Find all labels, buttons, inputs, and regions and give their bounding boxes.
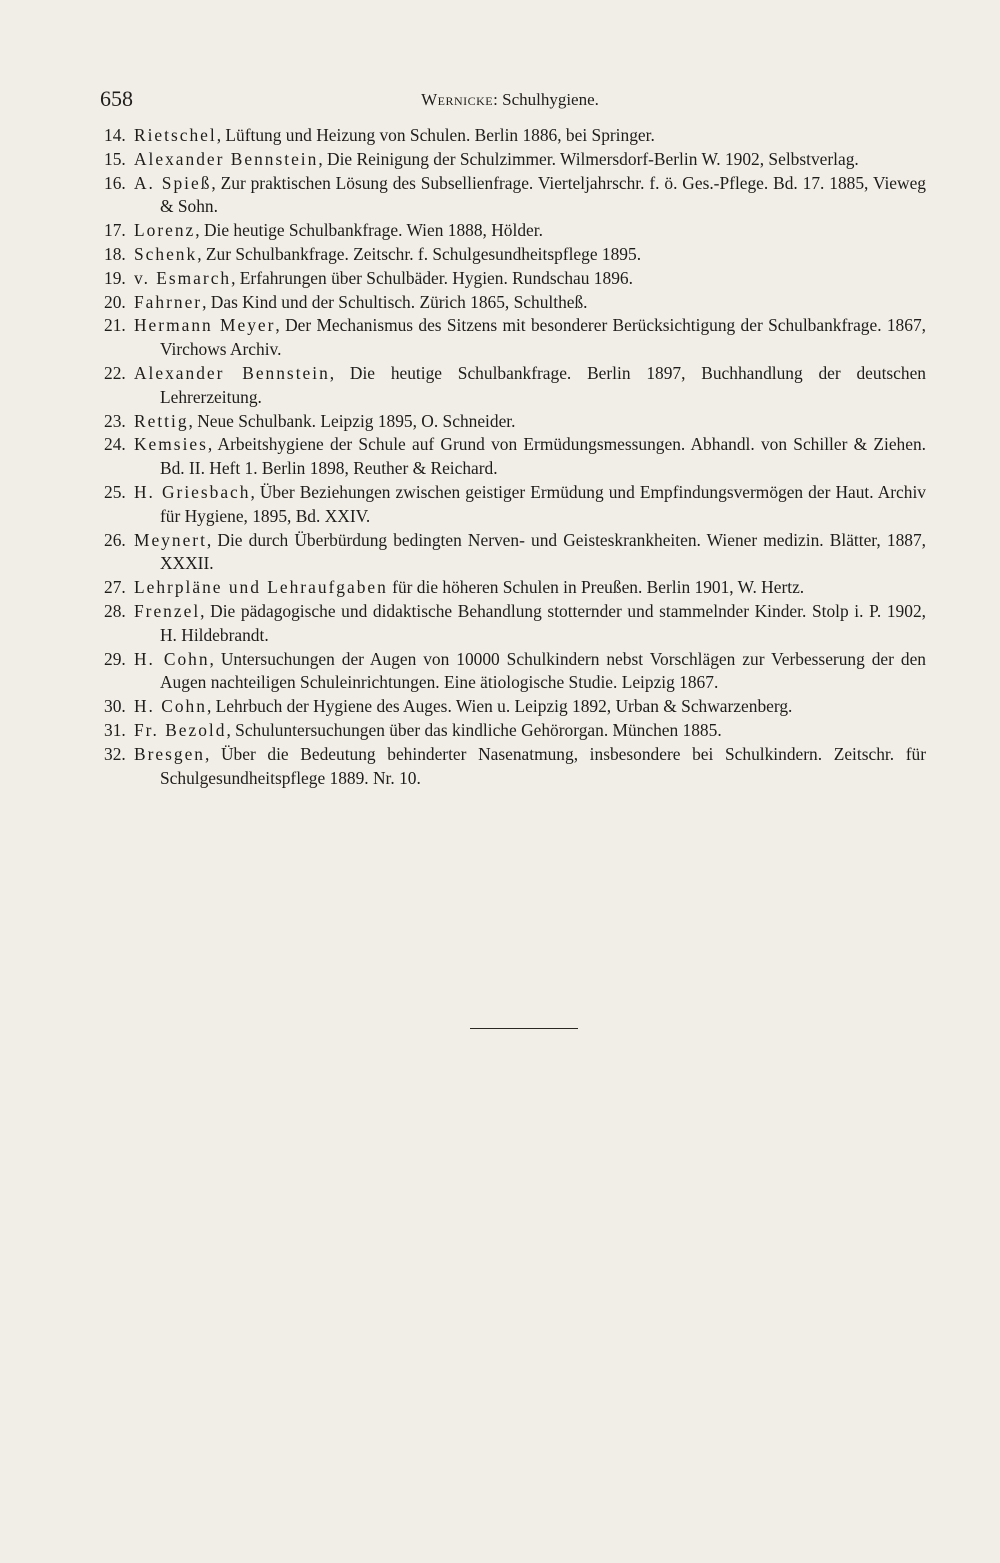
reference-number: 29. [104, 648, 126, 669]
reference-text: , Die durch Überbürdung bedingten Nerven- und Geisteskrankheiten. Wiener medizin. Blätter, 1887, XXXII. [160, 529, 926, 574]
reference-text: , Lehrbuch der Hygiene des Auges. Wien u. Leipzig 1892, Urban & Schwarzenberg. [206, 696, 793, 717]
reference-author: H. Griesbach [134, 481, 251, 502]
reference-text: , Untersuchungen der Augen von 10000 Schulkindern nebst Vorschlägen zur Verbesserung der den Augen nachteiligen Schuleinrichtungen. Eine ätiologische Studie. Leipzig 1867. [160, 648, 926, 693]
reference-number: 20. [104, 291, 126, 312]
running-head-title: : Schulhygiene. [493, 90, 599, 109]
reference-text: , Neue Schulbank. Leipzig 1895, O. Schneider. [188, 410, 516, 431]
reference-entry [104, 719, 926, 743]
reference-number: 26. [104, 529, 126, 550]
reference-text: , Schuluntersuchungen über das kindliche Gehörorgan. München 1885. [226, 719, 722, 740]
reference-entry [104, 124, 926, 148]
reference-author: Meynert [134, 529, 207, 550]
reference-author: Hermann Meyer [134, 315, 276, 336]
reference-text: , Das Kind und der Schultisch. Zürich 1865, Schultheß. [202, 291, 588, 312]
reference-text: für die höheren Schulen in Preußen. Berlin 1901, W. Hertz. [387, 577, 805, 598]
running-head-author: Wernicke [421, 90, 494, 109]
reference-text: , Die heutige Schulbankfrage. Berlin 1897, Buchhandlung der deutschen Lehrerzeitung. [160, 362, 926, 407]
reference-entry [104, 243, 926, 267]
reference-author: A. Spieß [134, 172, 212, 193]
reference-author: H. Cohn [134, 696, 207, 717]
reference-entry [104, 695, 926, 719]
page-number: 658 [100, 86, 133, 111]
reference-text: , Die heutige Schulbankfrage. Wien 1888, Hölder. [195, 220, 543, 241]
reference-number: 18. [104, 243, 126, 264]
reference-entry [104, 576, 926, 600]
reference-author: H. Cohn [134, 648, 210, 669]
reference-number: 28. [104, 600, 126, 621]
reference-entry [104, 600, 926, 648]
running-head [100, 90, 920, 110]
reference-number: 24. [104, 434, 126, 455]
reference-number: 22. [104, 362, 126, 383]
reference-author: Alexander Bennstein [134, 148, 319, 169]
reference-number: 32. [104, 743, 126, 764]
reference-author: Rietschel [134, 125, 217, 145]
reference-author: v. Esmarch [134, 267, 232, 288]
reference-text: , Die pädagogische und didaktische Behandlung stotternder und stammelnder Kinder. Stolp i. P. 1902, H. Hildebrandt. [160, 600, 926, 645]
reference-number: 23. [104, 410, 126, 431]
reference-number: 14. [104, 125, 126, 145]
reference-number: 31. [104, 719, 126, 740]
reference-author: Kemsies [134, 434, 208, 455]
reference-text: , Lüftung und Heizung von Schulen. Berlin 1886, bei Springer. [216, 125, 655, 145]
reference-author: Schenk [134, 243, 198, 264]
reference-author: Bresgen [134, 743, 205, 764]
reference-text: , Die Reinigung der Schulzimmer. Wilmersdorf-Berlin W. 1902, Selbstverlag. [318, 148, 859, 169]
reference-entry [104, 172, 926, 220]
reference-author: Fr. Bezold [134, 719, 227, 740]
reference-number: 21. [104, 315, 126, 336]
reference-number: 25. [104, 481, 126, 502]
reference-entry [104, 219, 926, 243]
reference-text: , Erfahrungen über Schulbäder. Hygien. Rundschau 1896. [231, 267, 633, 288]
reference-number: 27. [104, 577, 126, 598]
reference-number: 16. [104, 172, 126, 193]
reference-entry [104, 291, 926, 315]
reference-author: Rettig [134, 410, 189, 431]
reference-text: , Der Mechanismus des Sitzens mit besonderer Berücksichtigung der Schulbankfrage. 1867, Virchows Archiv. [160, 315, 926, 360]
reference-author: Lehrpläne und Lehraufgaben [134, 577, 388, 598]
section-divider [470, 1028, 578, 1029]
reference-number: 19. [104, 267, 126, 288]
reference-text: , Über die Bedeutung behinderter Nasenatmung, insbesondere bei Schulkindern. Zeitschr. für Schulgesundheitspflege 1889. Nr. 10. [160, 743, 926, 788]
reference-entry [104, 410, 926, 434]
reference-entry [104, 743, 926, 791]
reference-entry [104, 314, 926, 362]
reference-author: Lorenz [134, 220, 196, 241]
reference-author: Frenzel [134, 600, 201, 621]
page-header [100, 86, 920, 116]
reference-text: , Zur praktischen Lösung des Subsellienfrage. Vierteljahrschr. f. ö. Ges.-Pflege. Bd. 17. 1885, Vieweg & Sohn. [160, 172, 926, 217]
reference-number: 30. [104, 696, 126, 717]
reference-list [104, 124, 926, 790]
reference-entry [104, 433, 926, 481]
reference-entry [104, 481, 926, 529]
reference-text: , Arbeitshygiene der Schule auf Grund von Ermüdungsmessungen. Abhandl. von Schiller & Ziehen. Bd. II. Heft 1. Berlin 1898, Reuther & Reichard. [160, 434, 926, 479]
reference-entry [104, 267, 926, 291]
reference-number: 15. [104, 148, 126, 169]
reference-entry [104, 648, 926, 696]
reference-entry [104, 529, 926, 577]
reference-text: , Zur Schulbankfrage. Zeitschr. f. Schulgesundheitspflege 1895. [197, 243, 642, 264]
reference-text: , Über Beziehungen zwischen geistiger Ermüdung und Empfindungsvermögen der Haut. Archiv für Hygiene, 1895, Bd. XXIV. [160, 481, 926, 526]
reference-author: Fahrner [134, 291, 203, 312]
reference-entry [104, 148, 926, 172]
reference-number: 17. [104, 220, 126, 241]
reference-author: Alexander Bennstein [134, 362, 330, 383]
reference-entry [104, 362, 926, 410]
